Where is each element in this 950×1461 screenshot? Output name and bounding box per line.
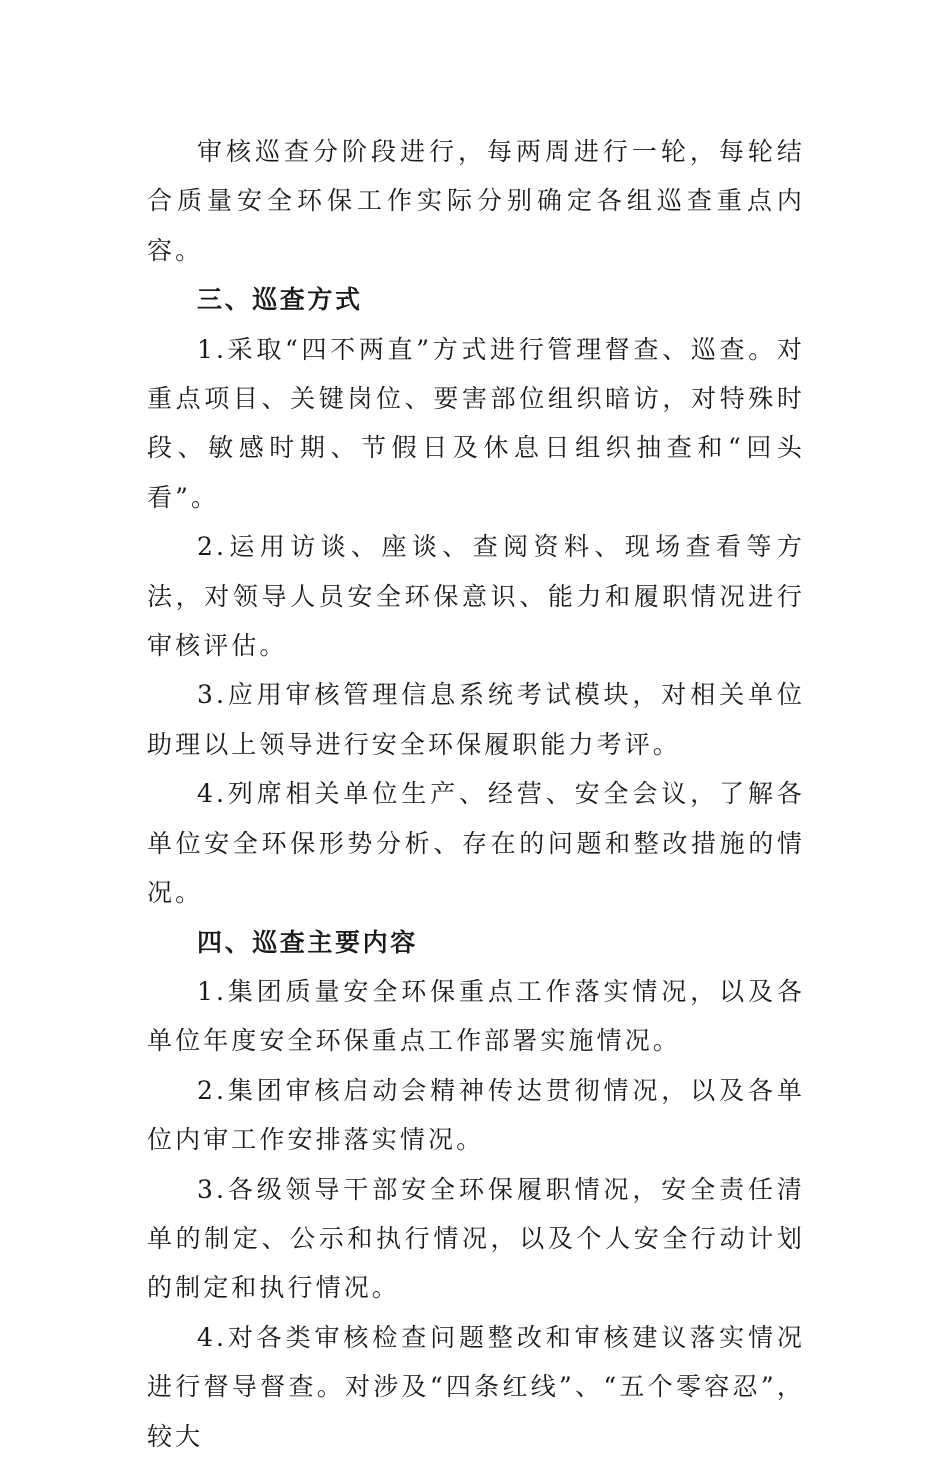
section-4-item-3: 3.各级领导干部安全环保履职情况，安全责任清单的制定、公示和执行情况，以及个人安全行动计划的制定和执行情况。 [147, 1174, 805, 1303]
section-3-heading: 三、巡查方式 [197, 285, 363, 315]
section-4-item-2: 2.集团审核启动会精神传达贯彻情况，以及各单位内审工作安排落实情况。 [147, 1075, 805, 1155]
section-3-item-2: 2.运用访谈、座谈、查阅资料、现场查看等方法，对领导人员安全环保意识、能力和履职情况进行审核评估。 [147, 532, 805, 661]
section-4-item-4: 4.对各类审核检查问题整改和审核建议落实情况进行督导督查。对涉及“四条红线”、“五个零容忍”，较大 [147, 1322, 805, 1451]
section-4-heading: 四、巡查主要内容 [197, 927, 418, 957]
intro-paragraph: 审核巡查分阶段进行，每两周进行一轮，每轮结合质量安全环保工作实际分别确定各组巡查重点内容。 [147, 137, 805, 265]
section-4-item-1: 1.集团质量安全环保重点工作落实情况，以及各单位年度安全环保重点工作部署实施情况。 [147, 976, 805, 1056]
section-3-item-3: 3.应用审核管理信息系统考试模块，对相关单位助理以上领导进行安全环保履职能力考评。 [147, 680, 805, 759]
document-page [147, 127, 805, 1461]
section-3-item-1: 1.采取“四不两直”方式进行管理督查、巡查。对重点项目、关键岗位、要害部位组织暗访，对特殊时段、敏感时期、节假日及休息日组织抽查和“回头看”。 [147, 334, 805, 512]
section-3-item-4: 4.列席相关单位生产、经营、安全会议，了解各单位安全环保形势分析、存在的问题和整改措施的情况。 [147, 779, 805, 908]
